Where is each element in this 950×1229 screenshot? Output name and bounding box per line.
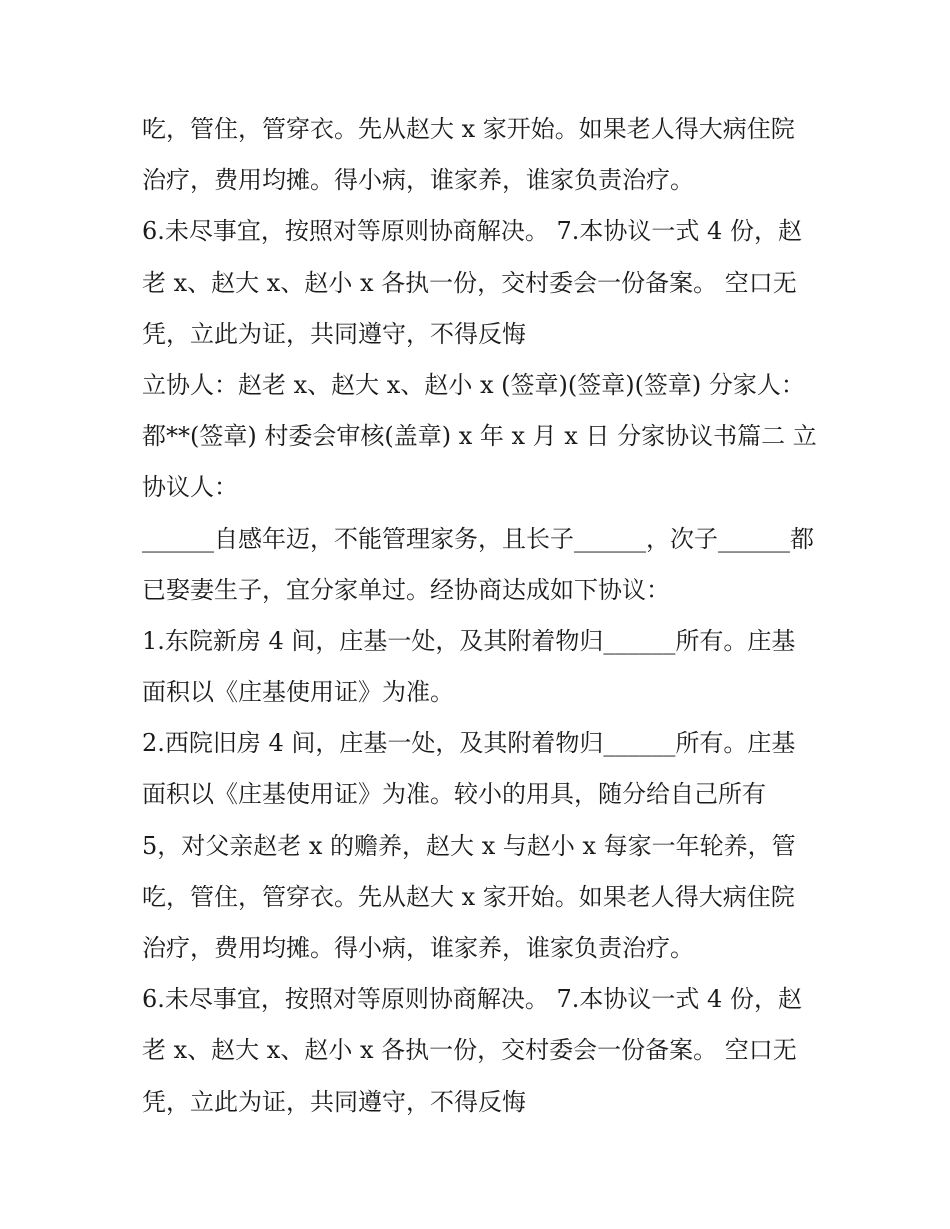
text-line: 已娶妻生子，宜分家单过。经协商达成如下协议： <box>142 575 670 604</box>
text-line: 立协人：赵老 x、赵大 x、赵小 x (签章)(签章)(签章) 分家人： <box>142 370 805 399</box>
text-line: 2.西院旧房 4 间，庄基一处，及其附着物归______所有。庄基 <box>142 729 796 758</box>
text-line: 6.未尽事宜，按照对等原则协商解决。 7.本协议一式 4 份，赵 <box>142 217 802 246</box>
text-line: ______自感年迈，不能管理家务，且长子______，次子______都 <box>142 524 814 553</box>
text-line: 凭，立此为证，共同遵守，不得反悔 <box>142 1087 526 1116</box>
text-line: 5，对父亲赵老 x 的赡养，赵大 x 与赵小 x 每家一年轮养，管 <box>142 831 796 860</box>
text-line: 吃，管住，管穿衣。先从赵大 x 家开始。如果老人得大病住院 <box>142 115 795 143</box>
text-line: 1.东院新房 4 间，庄基一处，及其附着物归______所有。庄基 <box>142 626 796 655</box>
text-line: 面积以《庄基使用证》为准。较小的用具，随分给自己所有 <box>142 780 766 809</box>
text-line: 治疗，费用均摊。得小病，谁家养，谁家负责治疗。 <box>142 934 694 962</box>
text-line: 老 x、赵大 x、赵小 x 各执一份，交村委会一份备案。 空口无 <box>142 1036 797 1065</box>
document-body <box>142 104 822 1128</box>
text-line: 老 x、赵大 x、赵小 x 各执一份，交村委会一份备案。 空口无 <box>142 268 797 297</box>
text-line: 都**(签章) 村委会审核(盖章) x 年 x 月 x 日 分家协议书篇二 立 <box>142 422 817 451</box>
text-line: 协议人： <box>142 473 238 502</box>
text-line: 吃，管住，管穿衣。先从赵大 x 家开始。如果老人得大病住院 <box>142 882 795 911</box>
text-line: 6.未尽事宜，按照对等原则协商解决。 7.本协议一式 4 份，赵 <box>142 985 802 1014</box>
text-line: 面积以《庄基使用证》为准。 <box>142 678 454 707</box>
text-line: 治疗，费用均摊。得小病，谁家养，谁家负责治疗。 <box>142 166 694 195</box>
text-line: 凭，立此为证，共同遵守，不得反悔 <box>142 319 526 348</box>
